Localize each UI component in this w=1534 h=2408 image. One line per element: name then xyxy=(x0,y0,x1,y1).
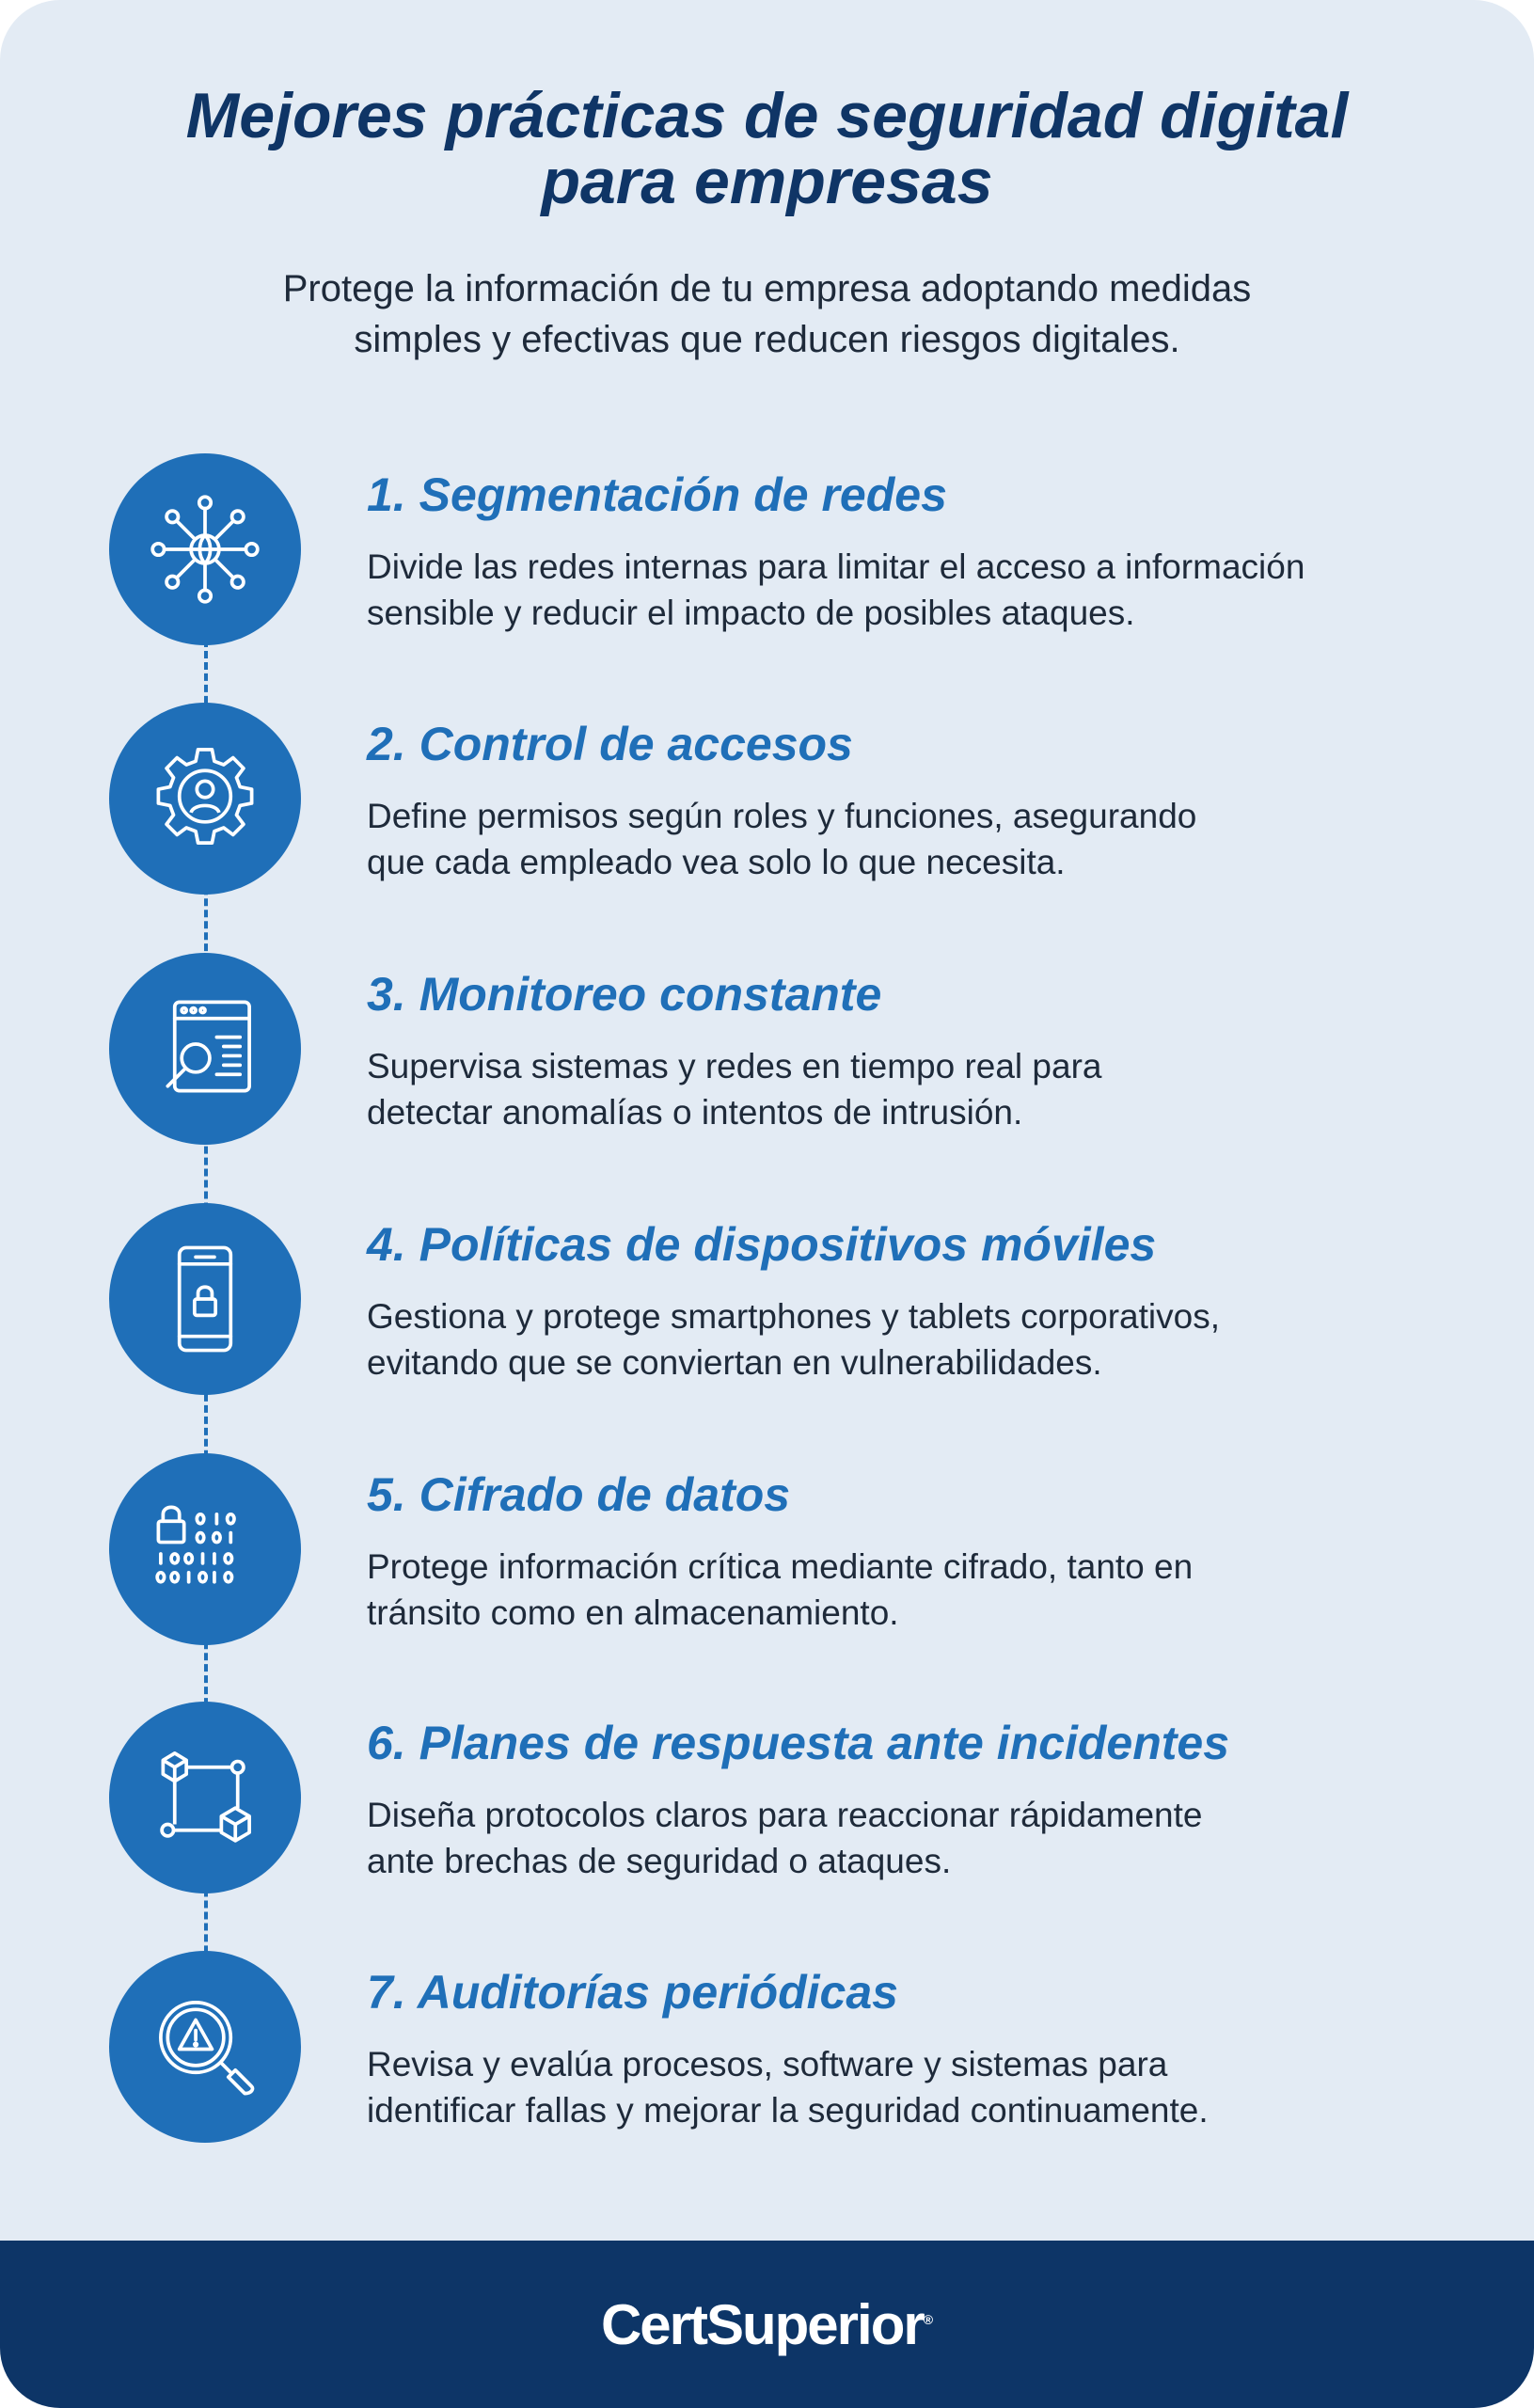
binary-lock-icon xyxy=(147,1491,263,1608)
description-line-2: que cada empleado vea solo lo que necesita. xyxy=(367,843,1066,881)
practice-item-2 xyxy=(0,703,1534,910)
browser-search-icon xyxy=(147,990,263,1107)
practice-item-4 xyxy=(0,1203,1534,1410)
practice-item-1 xyxy=(0,453,1534,660)
brand-logo xyxy=(601,2292,933,2357)
practice-item-6 xyxy=(0,1702,1534,1909)
practice-description xyxy=(367,544,1495,636)
practice-title: 7. Auditorías periódicas xyxy=(367,1966,898,2019)
description-line-1: Define permisos según roles y funciones, asegurando xyxy=(367,797,1197,835)
page-title xyxy=(0,80,1534,217)
practice-title: 1. Segmentación de redes xyxy=(367,468,947,521)
cubes-flow-icon xyxy=(147,1739,263,1856)
description-line-2: ante brechas de seguridad o ataques. xyxy=(367,1842,952,1880)
footer-bar xyxy=(0,2241,1534,2408)
practice-item-3 xyxy=(0,953,1534,1160)
practice-title: 2. Control de accesos xyxy=(367,718,853,770)
description-line-1: Supervisa sistemas y redes en tiempo real para xyxy=(367,1047,1102,1085)
practice-icon-circle xyxy=(109,453,301,645)
practice-icon-circle xyxy=(109,1951,301,2143)
practice-description xyxy=(367,1043,1495,1135)
description-line-2: tránsito como en almacenamiento. xyxy=(367,1593,899,1632)
practice-icon-circle xyxy=(109,1203,301,1395)
phone-lock-icon xyxy=(147,1241,263,1357)
network-globe-icon xyxy=(147,491,263,608)
practice-icon-circle xyxy=(109,1453,301,1645)
practice-icon-circle xyxy=(109,953,301,1145)
practice-icon-circle xyxy=(109,703,301,895)
brand-name: CertSuperior xyxy=(600,2292,924,2356)
title-line-2: para empresas xyxy=(541,146,993,217)
description-line-1: Protege información crítica mediante cifrado, tanto en xyxy=(367,1547,1194,1586)
practice-item-5 xyxy=(0,1453,1534,1660)
practice-description xyxy=(367,2041,1495,2133)
trademark-mark: ® xyxy=(923,2311,934,2327)
practice-item-7 xyxy=(0,1951,1534,2158)
practice-title: 6. Planes de respuesta ante incidentes xyxy=(367,1717,1230,1769)
practice-title: 4. Políticas de dispositivos móviles xyxy=(367,1218,1157,1271)
practice-icon-circle xyxy=(109,1702,301,1893)
description-line-1: Revisa y evalúa procesos, software y sistemas para xyxy=(367,2045,1168,2083)
subtitle-line-1: Protege la información de tu empresa adoptando medidas xyxy=(282,268,1252,309)
page-subtitle xyxy=(0,263,1534,365)
user-gear-icon xyxy=(147,740,263,857)
description-line-2: detectar anomalías o intentos de intrusión. xyxy=(367,1093,1023,1132)
description-line-1: Diseña protocolos claros para reaccionar rápidamente xyxy=(367,1796,1203,1834)
practice-description xyxy=(367,793,1495,885)
description-line-1: Divide las redes internas para limitar el acceso a información xyxy=(367,547,1305,586)
practice-title: 3. Monitoreo constante xyxy=(367,968,882,1021)
description-line-1: Gestiona y protege smartphones y tablets corporativos, xyxy=(367,1297,1220,1336)
description-line-2: identificar fallas y mejorar la seguridad continuamente. xyxy=(367,2091,1209,2130)
title-line-1: Mejores prácticas de seguridad digital xyxy=(185,80,1349,151)
practice-description xyxy=(367,1544,1495,1636)
description-line-2: evitando que se conviertan en vulnerabilidades. xyxy=(367,1343,1102,1382)
practice-description xyxy=(367,1792,1495,1884)
practice-description xyxy=(367,1293,1495,1386)
practice-title: 5. Cifrado de datos xyxy=(367,1468,791,1521)
subtitle-line-2: simples y efectivas que reducen riesgos digitales. xyxy=(354,319,1180,360)
description-line-2: sensible y reducir el impacto de posibles ataques. xyxy=(367,594,1135,632)
warning-search-icon xyxy=(147,1988,263,2105)
